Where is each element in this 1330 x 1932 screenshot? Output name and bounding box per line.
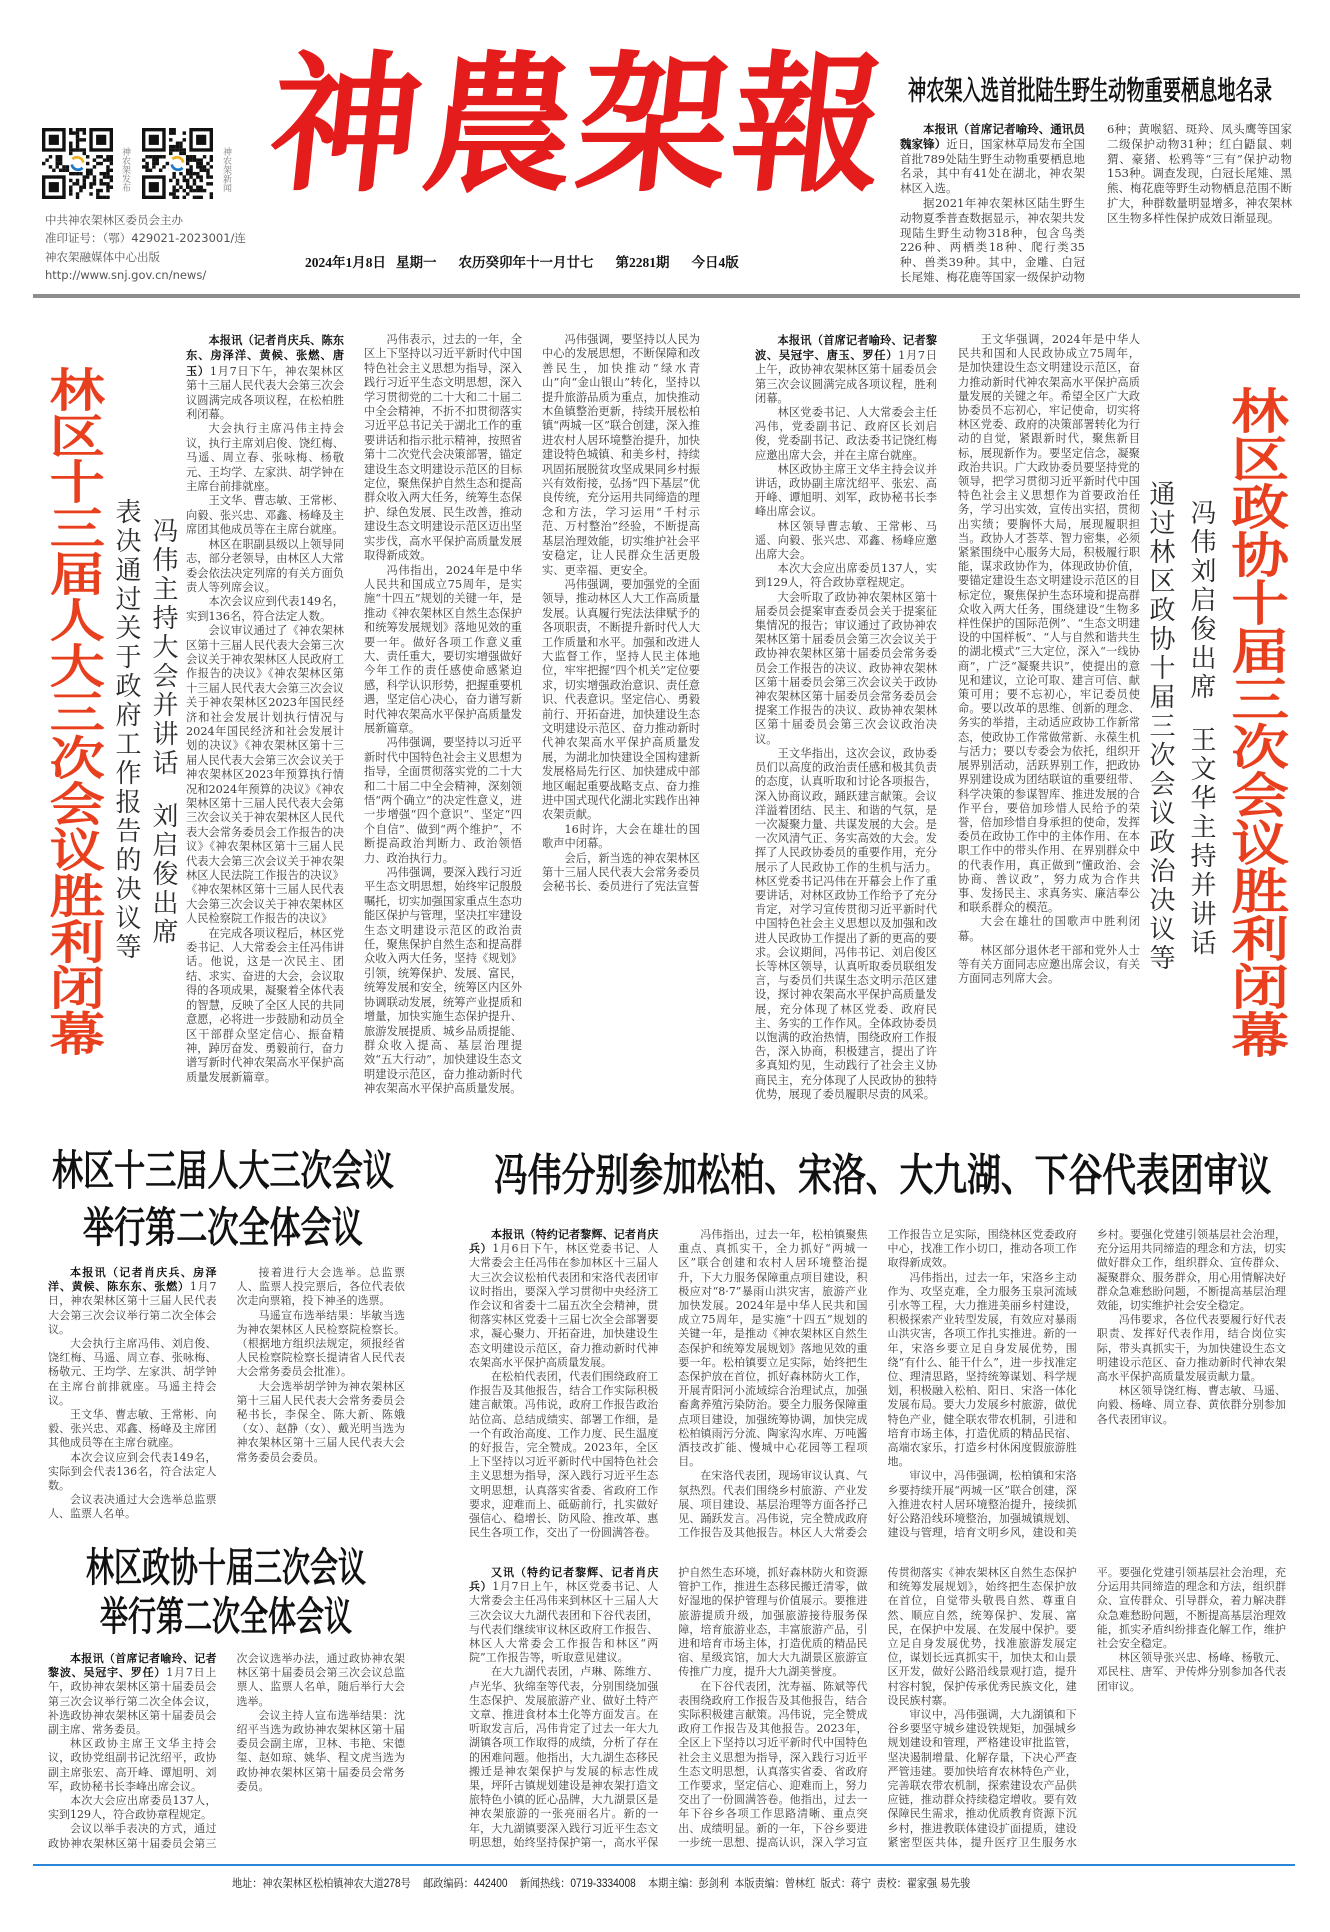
masthead-divider bbox=[33, 294, 1300, 298]
article-headline-line[interactable]: 林区十三届人大三次会议 bbox=[52, 1146, 394, 1195]
paragraph: 冯伟指出，过去一年，宋洛乡主动作为、攻坚克难，全力服务玉泉河流域引水等工程，大力推进美丽乡村建设，积极探索产业转型发展，有效应对暴雨山洪灾害，各项工作扎实推进。新的一年，宋洛乡要立足自身发展优势，围绕“有什么、能干什么”，进一步找准定位、理清思路，坚持统筹谋划、科学规划，积极融入松柏、阳日、宋洛一体化发展布局。要大力发展乡村旅游，做优特色产业，健全联农带农机制，引进和培育市场主体，打造优质的精品民宿、高端农家乐，打造乡村休闲度假旅游胜地。 bbox=[887, 1270, 1077, 1469]
lead-paragraph bbox=[469, 1566, 658, 1665]
lead-paragraph bbox=[755, 333, 937, 406]
lead-paragraph bbox=[900, 122, 1085, 196]
qr-code-label: 神农架发布 bbox=[120, 147, 130, 192]
paragraph: 接着进行大会选举。总监票人、监票人投完票后，各位代表依次走向票箱，投下神圣的选票。 bbox=[236, 1266, 405, 1308]
publisher-line: 中共神农架林区委员会主办 bbox=[45, 213, 183, 227]
page-count: 今日4版 bbox=[691, 255, 739, 270]
paragraph: 林区党委书记、人大常委会主任冯伟，党委副书记、政府区长刘启俊，党委副书记、政法委书记饶红梅应邀出席大会，并在主席台就座。 bbox=[755, 406, 937, 462]
byline: 本报讯（首席记者喻玲、记者黎波、吴冠宇、唐玉、罗任） bbox=[755, 333, 937, 363]
article-headline-line[interactable]: 举行第二次全体会议 bbox=[100, 1593, 352, 1640]
paragraph: 在大九湖代表团，卢琳、陈维方、卢光华、狄绵奎等代表，分别围绕加强生态保护、发展旅游产业、做好土特产文章、推进食材本土化等方面发言。在听取发言后，冯伟肯定了过去一年大九湖镇各项工作取得的成绩，分析了存在的困难问题。他指出，大九湖生态移民搬迁是神农架保护与发展的标志性成果，坪阡古镇规划建设是神农架打造文旅特色小镇的匠心品牌，大九湖景区是神农架旅游的一张亮丽名片。新的一年，大九湖镇要深入践行习近平生态文明思想，始终坚持保护第一，高水平保护自然生态环境，抓好森林防火和资源管护工作，推进生态移民搬迁清零，做好湿地的保护管理与价值展示。要推进旅游提质升级，加强旅游接待服务保障，培育旅游业态，丰富旅游产品，引进和培育市场主体，打造优质的精品民宿、星级宾馆，加大大九湖景区旅游宣传推广力度，提升大九湖美誉度。 bbox=[469, 1566, 868, 1849]
subheadline-part: 冯伟刘启俊出席 bbox=[1186, 499, 1216, 702]
paragraph: 大会执行主席冯伟主持会议，执行主席刘启俊、饶红梅、马遥、周立春、张咏梅、杨敬元、王均学、左家洪、胡学钟在主席台前排就座。 bbox=[186, 422, 344, 494]
paragraph: 会议以举手表决的方式，通过政协神农架林区第十届委员会第三次会议选举办法，通过政协神农架林区第十届委员会第三次会议总监票人、监票人名单，随后举行大会选举。 bbox=[48, 1652, 405, 1850]
byline: 本报讯（记者肖庆兵、房泽洋、黄候、陈东东、张燃） bbox=[48, 1266, 217, 1294]
paragraph: 在松柏代表团，代表们围绕政府工作报告及其他报告，结合工作实际积极建言献策。冯伟说，政府工作报告政治站位高、总结成绩实、部署工作细，是一个有政治高度、工作力度、民生温度的好报告，完全赞成。2023年，全区上下坚持以习近平新时代中国特色社会主义思想为指导，深入践行习近平生态文明思想，认真落实省委、省政府工作要求，迎难而上、砥砺前行，扎实做好强信心、稳增长、防风险、推改革、惠民生各项工作，交出了一份圆满答卷。 bbox=[469, 1370, 659, 1540]
article-headline[interactable]: 林区政协十届三次会议胜利闭幕 bbox=[1221, 386, 1289, 1058]
footer-address: 地址：神农架林区松柏镇神农大道278号 bbox=[232, 1878, 411, 1890]
article-headline-line[interactable]: 举行第二次全体会议 bbox=[83, 1203, 363, 1252]
article-body-npc-plenary bbox=[48, 1266, 405, 1526]
footer-postcode: 邮政编码：442400 bbox=[423, 1878, 508, 1890]
article-subheadline: 表决通过关于政府工作报告的决议等 bbox=[111, 498, 141, 962]
issue-number: 第2281期 bbox=[615, 255, 670, 270]
byline: 本报讯（记者肖庆兵、陈东东、房泽洋、黄候、张燃、唐玉） bbox=[186, 333, 344, 378]
article-body-delegations-songbai-songluo bbox=[469, 1228, 1286, 1548]
issue-date: 2024年1月8日 bbox=[305, 255, 386, 270]
paragraph-text: 1月7日下午，神农架林区第十三届人民代表大会第三次会议圆满完成各项议程，在松柏胜利闭幕。 bbox=[186, 364, 344, 422]
paragraph: 林区领导张兴忠、杨峰、杨敬元、邓民柱、唐军、尹传烨分别参加各代表团审议。 bbox=[1096, 1651, 1286, 1693]
paragraph: 审议中，冯伟强调，大九湖镇和下谷乡要坚守城乡建设铁规矩，加强城乡规划建设和管理，严格建设审批监管，坚决遏制增量、化解存量，下决心严查严管违建。要加快培育农林特色产业，完善联农带农机制，探索建设农产品供应链，推动群众持续稳定增收。要有效保障民生需求，推动优质教育资源下沉乡村，推进教联体建设扩面提质，建设紧密型医共体，提升医疗卫生服务水平。要强化党建引领基层社会治理，充分运用共同缔造的理念和方法，组织群众、宣传群众、引导群众，着力解决群众急难愁盼问题，不断提高基层治理效能，抓实矛盾纠纷排查化解工作，维护社会安全稳定。 bbox=[887, 1566, 1286, 1849]
paragraph: 冯伟强调，要坚持以人民为中心的发展思想，不断保障和改善民生，加快推动“绿水青山”向“金山银山”转化，坚持以提升旅游品质为重点，加快推动木鱼镇整治更新，持续开展松柏镇“两城一区”联合创建，深入推进农村人居环境整治提升，加快建设特色城镇、和美乡村，持续巩固拓展脱贫攻坚成果同乡村振兴有效衔接，弘扬“四下基层”优良传统，充分运用共同缔造的理念和方法，学习运用“千村示范、万村整治”经验，不断提高基层治理效能，切实维护社会平安稳定，让人民群众生活更殷实、更幸福、更安全。 bbox=[542, 333, 700, 577]
byline: 又讯（特约记者黎辉、记者肖庆兵） bbox=[469, 1566, 659, 1594]
footer-credits bbox=[232, 1876, 983, 1892]
dateline bbox=[305, 254, 761, 272]
paragraph: 本次会议应到会代表149名，实际到会代表136名，符合法定人数。 bbox=[48, 1450, 217, 1493]
paragraph: 冯伟强调，要加强党的全面领导，推动林区人大工作高质量发展。认真履行宪法法律赋予的各项职责，不断提升新时代人大工作质量和水平。加强和改进人大监督工作，坚持人民主体地位，牢牢把握“四个机关”定位要求，切实增强政治意识、责任意识、代表意识。坚定信心、勇毅前行、开拓奋进，加快建设生态文明建设示范区、奋力推动新时代神农架高水平保护高质量发展，为湖北加快建设全国构建新发展格局先行区、加快建成中部地区崛起重要战略支点、奋力推进中国式现代化湖北实践作出神农架贡献。 bbox=[542, 577, 700, 822]
paragraph: 冯伟强调，要坚持以习近平新时代中国特色社会主义思想为指导，全面贯彻落实党的二十大和二十届二中全会精神，深刻领悟“两个确立”的决定性意义，进一步增强“四个意识”、坚定“四个自信”、做到“两个维护”，不断提高政治判断力、政治领悟力、政治执行力。 bbox=[364, 736, 522, 865]
subheadline-part: 冯伟主持大会并讲话 bbox=[148, 517, 178, 778]
paragraph: 林区在职副县级以上领导同志，部分老领导，由林区人大常委会依法决定列席的有关方面负责人等列席会议。 bbox=[186, 537, 344, 594]
paragraph-text: 1月7日上午，政协神农架林区第十届委员会第三次会议举行第二次全体会议，补选政协神农架林区第十届委员会副主席、常务委员。 bbox=[48, 1666, 217, 1737]
paragraph: 冯伟表示，过去的一年，全区上下坚持以习近平新时代中国特色社会主义思想为指导，深入践行习近平生态文明思想，深入学习贯彻党的二十大和二十届二中全会精神，不折不扣贯彻落实习近平总书记关于湖北工作的重要讲话和指示批示精神，按照省第十二次党代会决策部署，锚定建设生态文明建设示范区的目标定位，聚焦保护自然生态和提高群众收入两大任务，统筹生态保护、绿色发展、民生改善，推动建设生态文明建设示范区迈出坚实步伐，高水平保护高质量发展取得新成效。 bbox=[364, 333, 522, 563]
paragraph: 会议主持人宣布选举结果：沈绍平当选为政协神农架林区第十届委员会副主席，卫林、韦艳、宋德玺、赵如琼、姚华、程文虎当选为政协神农架林区第十届委员会常务委员。 bbox=[236, 1708, 405, 1793]
paragraph: 马遥宣布选举结果：毕敏当选为神农架林区人民检察院检察长。（根据地方组织法规定，须报经省人民检察院检察长提请省人民代表大会常务委员会批准）。 bbox=[236, 1308, 405, 1379]
qr-code-label: 神农架新闻 bbox=[221, 147, 231, 192]
website-link[interactable]: http://www.snj.gov.cn/news/ bbox=[45, 268, 207, 282]
paragraph: 林区政协主席王文华主持会议并讲话，政协副主席沈绍平、张宏、高开峰、谭旭明、刘军，政协秘书长李峰出席会议。 bbox=[755, 462, 937, 519]
paragraph: 冯伟要求，各位代表要履行好代表职责、发挥好代表作用，结合岗位实际，带头真抓实干，为加快建设生态文明建设示范区、奋力推动新时代神农架高水平保护高质量发展贡献力量。 bbox=[1096, 1313, 1286, 1384]
paragraph-text: 1月7日，神农架林区第十三届人民代表大会第三次会议举行第二次全体会议。 bbox=[48, 1280, 217, 1336]
paragraph: 本次大会应出席委员137人，实到129人，符合政协章程规定。 bbox=[48, 1794, 217, 1822]
paragraph: 据2021年神农架林区陆生野生动物夏季普查数据显示，神农架共发现陆生野生动物318种，包含鸟类226种、两栖类18种、爬行类35种、兽类39种。其中，金雕、白冠长尾雉、梅花鹿等国家一级保护动物6种；黄喉貂、斑羚、凤头鹰等国家二级保护动物31种；红白鼯鼠、刺猬、豪猪、松鸦等“三有”保护动物153种。调查发现，白冠长尾雉、黑熊、梅花鹿等野生动物栖息范围不断扩大，种群数量明显增多，神农架林区生物多样性保护成效日渐显现。 bbox=[900, 122, 1292, 284]
article-body-delegations-dajiuhu-xiagu bbox=[469, 1566, 1286, 1858]
paragraph-text: 1月7日上午，政协神农架林区第十届委员会第三次会议圆满完成各项议程，胜利闭幕。 bbox=[755, 349, 937, 405]
paragraph: 林区领导饶红梅、曹志敏、马遥、向毅、杨峰、周立春、黄依群分别参加各代表团审议。 bbox=[1096, 1384, 1286, 1426]
paragraph-text: 1月6日下午，林区党委书记、人大常委会主任冯伟在参加林区十三届人大三次会议松柏代表团和宋洛代表团审议时指出，要深入学习贯彻中央经济工作会议和省委十二届五次全会精神，贯彻落实林区党委十三届七次全会部署要求，凝心聚力、开拓奋进，加快建设生态文明建设示范区，奋力推动新时代神农架高水平保护高质量发展。 bbox=[469, 1242, 659, 1369]
footer-page-editor: 本版责编：曾林红 bbox=[734, 1878, 816, 1890]
license-line: 准印证号：（鄂）429021-2023001/连 bbox=[45, 231, 246, 245]
article-body-npc-closing bbox=[186, 333, 700, 1105]
article-subheadline bbox=[1188, 499, 1214, 958]
paragraph: 冯伟指出，2024年是中华人民共和国成立75周年，是实施“十四五”规划的关键一年，是推动《神农架林区自然生态保护和统筹发展规划》落地见效的重要一年。做好各项工作意义重大、责任重大，要切实增强做好今年工作的责任感使命感紧迫感，科学认识形势，把握重要机遇，坚定信心决心，奋力谱写新时代神农架高水平保护高质量发展新篇章。 bbox=[364, 563, 522, 735]
paragraph: 冯伟指出，过去一年，松柏镇聚焦重点、真抓实干，全力抓好“两城一区”联合创建和农村人居环境整治提升，下大力服务保障重点项目建设，积极应对“8·7”暴雨山洪灾害，旅游产业加快发展。2024年是中华人民共和国成立75周年，是实施“十四五”规划的关键一年，是推动《神农架林区自然生态保护和统筹发展规划》落地见效的重要一年。松柏镇要立足实际，始终把生态保护放在首位，抓好森林防火工作，开展青阳河小流域综合治理试点，加强畜禽养殖污染防治。要全力服务保障重点项目建设，加强统筹协调，加快完成松柏镇雨污分流、陶家沟水库、万吨酱酒技改扩能、慢城中心花园等工程项目。 bbox=[678, 1228, 868, 1469]
paragraph: 本次大会应出席委员137人，实到129人，符合政协章程规定。 bbox=[755, 562, 937, 590]
paragraph: 大会执行主席冯伟、刘启俊、饶红梅、马遥、周立春、张咏梅、杨敬元、王均学、左家洪、胡学钟在主席台前排就座。马遥主持会议。 bbox=[48, 1337, 217, 1407]
article-subheadline: 通过林区政协十届三次会议政治决议等 bbox=[1145, 480, 1175, 973]
subheadline-part: 刘启俊出席 bbox=[148, 802, 178, 947]
paragraph: 林区领导曹志敏、王常彬、马遥、向毅、张兴忠、邓鑫、杨峰应邀出席大会。 bbox=[755, 519, 937, 562]
paragraph: 王文华、曹志敏、王常彬、向毅、张兴忠、邓鑫、杨峰及主席团其他成员等在主席台就座。 bbox=[186, 494, 344, 537]
lead-paragraph bbox=[186, 333, 344, 422]
article-headline[interactable]: 林区十三届人大三次会议胜利闭幕 bbox=[41, 366, 107, 1056]
paragraph: 在宋洛代表团，现场审议认真、气氛热烈。代表们围绕乡村旅游、产业发展、项目建设、基层治理等方面各抒己见、踊跃发言。冯伟说，完全赞成政府工作报告及其他报告。林区人大常委会工作报告立足实际，围绕林区党委政府中心，找准工作小切口，推动各项工作取得新成效。 bbox=[678, 1228, 1077, 1540]
footer-hotline: 新闻热线：0719-3334008 bbox=[519, 1878, 636, 1890]
paragraph: 16时许，大会在雄壮的国歌声中闭幕。 bbox=[542, 822, 700, 851]
paragraph: 大会在雄壮的国歌声中胜利闭幕。 bbox=[958, 915, 1140, 943]
paragraph: 王文华、曹志敏、王常彬、向毅、张兴忠、邓鑫、杨峰及主席团其他成员等在主席台就座。 bbox=[48, 1408, 217, 1450]
lunar-date: 农历癸卯年十一月廿七 bbox=[458, 255, 594, 270]
paragraph: 林区部分退休老干部和党外人士等有关方面同志应邀出席会议，有关方面同志列席大会。 bbox=[958, 943, 1140, 986]
paragraph-text: 近日，国家林草局发布全国首批789处陆生野生动物重要栖息地名录，其中有41处在湖北，神农架林区入选。 bbox=[900, 136, 1086, 196]
newspaper-logo: 神農架報 bbox=[261, 37, 897, 213]
article-headline-line[interactable]: 林区政协十届三次会议 bbox=[86, 1544, 366, 1591]
paragraph: 会后，新当选的神农架林区第十三届人民代表大会常务委员会秘书长、委员进行了宪法宣誓 bbox=[542, 851, 700, 894]
paragraph: 林区政协主席王文华主持会议，政协党组副书记沈绍平，政协副主席张宏、高开峰、谭旭明、刘军，政协秘书长李峰出席会议。 bbox=[48, 1737, 217, 1793]
paragraph: 王文华指出，这次会议，政协委员们以高度的政治责任感和极其负责的态度，认真听取和讨论各项报告，深入协商议政，踊跃建言献策。会议洋溢着团结、民主、和谐的气氛，是一次凝聚力量、共谋发展的大会。是一次风清气正、务实高效的大会。发挥了人民政协委员的重要作用，充分展示了人民政协工作的生机与活力。林区党委书记冯伟在开幕会上作了重要讲话，对林区政协工作给予了充分肯定，对学习宣传贯彻习近平新时代中国特色社会主义思想以及加强和改进人民政协工作提出了新的更高的要求。会议期间，冯伟书记、刘启俊区长等林区领导，认真听取委员联组发言，与委员们共谋生态文明示范区建设，探讨神农架高水平保护高质量发展，充分体现了林区党委、政府民主、务实的工作作风。全体政协委员以饱满的政治热情，围绕政府工作报告，深入协商，积极建言，提出了许多真知灼见，生动践行了社会主义协商民主，充分体现了人民政协的独特优势，展现了委员履职尽责的风采。 bbox=[755, 746, 937, 1101]
paragraph: 大会听取了政协神农架林区第十届委员会提案审查委员会关于提案征集情况的报告；审议通过了政协神农架林区第十届委员会第三次会议关于政协神农架林区第十届委员会常务委员会工作报告的决议、政协神农架林区第十届委员会第三次会议关于政协神农架林区第十届委员会常务委员会提案工作报告的决议、政协神农架林区第十届委员会第三次会议政治决议。 bbox=[755, 590, 937, 746]
paragraph: 会议审议通过了《神农架林区第十三届人民代表大会第三次会议关于神农架林区人民政府工作报告的决议》《神农架林区第十三届人民代表大会第三次会议关于神农架林区2023年国民经济和社会发展计划执行情况与2024年国民经济和社会发展计划的决议》《神农架林区第十三届人民代表大会第三次会议关于神农架林区2023年预算执行情况和2024年预算的决议》《神农架林区第十三届人民代表大会第三次会议关于神农架林区人民代表大会常务委员会工作报告的决议》《神农架林区第十三届人民代表大会第三次会议关于神农架林区人民法院工作报告的决议》《神农架林区第十三届人民代表大会第三次会议关于神农架林区人民检察院工作报告的决议》 bbox=[186, 624, 345, 926]
subheadline-part: 王文华主持并讲话 bbox=[1186, 726, 1216, 958]
footer-proofreaders: 责校：翟家强 易先骏 bbox=[876, 1878, 971, 1890]
qr-code-icon[interactable] bbox=[142, 128, 213, 199]
lead-paragraph bbox=[469, 1228, 658, 1370]
byline: 本报讯（特约记者黎辉、记者肖庆兵） bbox=[469, 1228, 659, 1256]
article-headline[interactable]: 神农架入选首批陆生野生动物重要栖息地名录 bbox=[908, 76, 1272, 107]
paragraph: 在下谷代表团，沈寿福、陈斌等代表围绕政府工作报告及其他报告，结合实际积极建言献策。冯伟说，完全赞成政府工作报告及其他报告。2023年，全区上下坚持以习近平新时代中国特色社会主义思想为指导，深入践行习近平生态文明思想，认真落实省委、省政府工作要求，坚定信心、迎难而上，努力交出了一份圆满答卷。他指出，过去一年下谷乡各项工作思路清晰、重点突出、成绩明显。新的一年，下谷乡要进一步统一思想、提高认识，深入学习宣传贯彻落实《神农架林区自然生态保护和统筹发展规划》，始终把生态保护放在首位，自觉带头敬畏自然、尊重自然、顺应自然，统筹保护、发展、富民，在保护中发展、在发展中保护。要立足自身发展优势，找准旅游发展定位，谋划长远真抓实干，加快太和山景区开发，做好公路沿线景观打造，提升村容村貌，保护传承优秀民族文化，建设民族村寨。 bbox=[678, 1566, 1077, 1849]
byline: 本报讯（首席记者喻玲、通讯员魏家锋） bbox=[900, 122, 1085, 151]
paragraph: 大会选举胡学钟为神农架林区第十三届人民代表大会常务委员会秘书长，李保全、陈大新、陈娥（女）、赵静（女）、戴光明当选为神农架林区第十三届人民代表大会常务委员会委员。 bbox=[236, 1379, 405, 1464]
paragraph: 王文华强调，2024年是中华人民共和国和人民政协成立75周年，是加快建设生态文明建设示范区，奋力推动新时代神农架高水平保护高质量发展的关键之年。希望全区广大政协委员不忘初心，牢记使命，切实将林区党委、政府的决策部署转化为行动的自觉，紧跟新时代，聚焦新目标，展现新作为。要坚定信念，凝聚政治共识。广大政协委员要坚持党的领导，把学习贯彻习近平新时代中国特色社会主义思想作为首要政治任务，学习出实效，宣传出实招，贯彻出实绩；要胸怀大局，展现履职担当。政协人才荟萃、智力密集，必须紧紧围绕中心服务大局，积极履行职能，谋求政协作为，体现政协价值，要锚定建设生态文明建设示范区的目标定位，聚焦保护生态环境和提高群众收入两大任务，围绕建设“生物多样性保护的国际范例”、“生态文明建设的中国样板”、“人与自然和谐共生的湖北模式”三大定位，深入“一线协商”，广泛“凝聚共识”，使提出的意见和建议，立论可取、建言可信、献策可用；要不忘初心，牢记委员使命。要以改革的思维、创新的理念、务实的举措，主动适应政协工作新常态，使政协工作常做常新、永葆生机与活力；要以专委会为依托，组织开展界别活动，活跃界别工作，把政协界别建设成为团结联谊的重要纽带、科学决策的参谋智库、推进发展的合作平台，要倍加珍惜人民给予的荣誉，倍加珍惜自身承担的使命，发挥委员在政协工作中的主体作用、在本职工作中的带头作用、在界别群众中的代表作用，真正做到“懂政治、会协商、善议政”，努力成为合作共事、发扬民主、求真务实、廉洁奉公和联系群众的模范。 bbox=[958, 333, 1140, 915]
paragraph: 冯伟强调，要深入践行习近平生态文明思想，始终牢记殷殷嘱托，切实加强国家重点生态功能区保护与管理，坚决扛牢建设生态文明建设示范区的政治责任，聚焦保护自然生态和提高群众收入两大任务，坚持《规划》引领，统筹保护、发展、富民，统筹发展和安全，统筹区内区外协调联动发展，统筹产业提质和增量，加快实施生态保护提升、旅游发展提质、城乡品质提能、群众收入提高、基层治理提效“五大行动”，加快建设生态文明建设示范区，奋力推动新时代神农架高水平保护高质量发展。 bbox=[364, 866, 522, 1096]
paragraph: 审议中，冯伟强调，松柏镇和宋洛乡要持续开展“两城一区”联合创建，深入推进农村人居环境整治提升，接续抓好公路沿线环境整治，加强城镇规划、建设与管理，培育文明乡风，建设和美乡村。要强化党建引领基层社会治理，充分运用共同缔造的理念和方法，切实做好群众工作，组织群众、宣传群众、凝聚群众、服务群众，用心用情解决好群众急难愁盼问题，不断提高基层治理效能，切实维护社会安全稳定。 bbox=[887, 1228, 1286, 1540]
lead-paragraph bbox=[48, 1652, 217, 1737]
article-body-wildlife bbox=[900, 122, 1292, 285]
issuer-line: 神农架融媒体中心出版 bbox=[45, 250, 160, 264]
article-headline[interactable]: 冯伟分别参加松柏、宋洛、大九湖、下谷代表团审议 bbox=[494, 1150, 1272, 1201]
article-subheadline bbox=[150, 517, 176, 947]
article-body-cppcc-plenary bbox=[48, 1652, 405, 1858]
paragraph: 会议表决通过大会选举总监票人、监票人名单。 bbox=[48, 1493, 217, 1521]
footer-layout: 版式：蒋宁 bbox=[820, 1878, 872, 1890]
qr-code-icon[interactable] bbox=[42, 128, 113, 199]
paragraph: 在完成各项议程后，林区党委书记、人大常委会主任冯伟讲话。他说，这是一次民主、团结、求实、奋进的大会，会议取得的各项成果，凝聚着全体代表的智慧，反映了全区人民的共同意愿，必将进一步鼓励和动员全区干部群众坚定信心、振奋精神，踔厉奋发、勇毅前行，奋力谱写新时代神农架高水平保护高质量发展新篇章。 bbox=[186, 926, 344, 1084]
footer-chief-editor: 本期主编：彭剑利 bbox=[648, 1878, 729, 1890]
paragraph: 本次会议应到代表149名，实到136名，符合法定人数。 bbox=[186, 595, 344, 623]
article-body-cppcc-closing bbox=[755, 333, 1140, 1105]
weekday: 星期一 bbox=[396, 255, 437, 270]
footer-divider bbox=[33, 1864, 1295, 1866]
lead-paragraph bbox=[48, 1266, 217, 1337]
paragraph-text: 1月7日上午，林区党委书记、人大常委会主任冯伟来到林区十三届人大三次会议大九湖代表团和下谷代表团，与代表们继续审议林区政府工作报告、林区人大常委会工作报告和林区“两院”工作报告等，听取意见建议。 bbox=[469, 1580, 659, 1665]
byline: 本报讯（首席记者喻玲、记者黎波、吴冠宇、罗任） bbox=[48, 1652, 217, 1680]
